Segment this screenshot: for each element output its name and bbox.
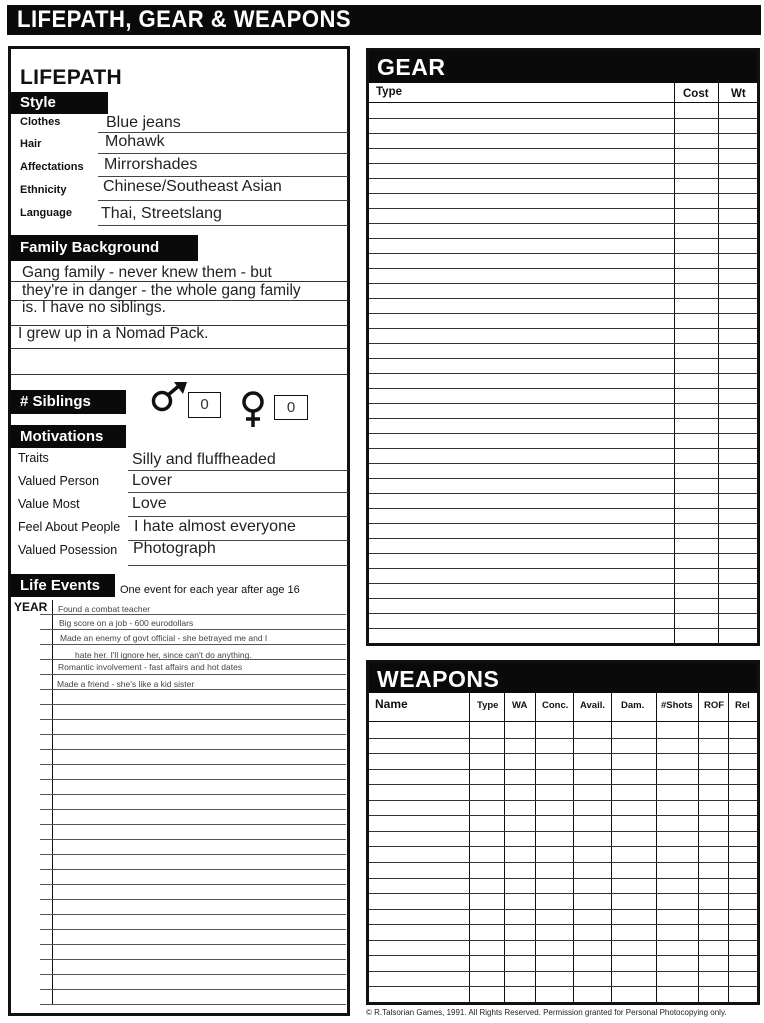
style-label-hair: Hair <box>20 138 42 150</box>
male-siblings-count[interactable]: 0 <box>188 392 221 418</box>
gear-row[interactable] <box>369 463 757 464</box>
gear-row[interactable] <box>369 373 757 374</box>
weapons-row[interactable] <box>369 769 757 770</box>
valued-posession-field[interactable]: Photograph <box>133 540 216 557</box>
life-event-line[interactable] <box>40 929 346 930</box>
weapons-row[interactable] <box>369 815 757 816</box>
value-most-field[interactable]: Love <box>132 495 167 512</box>
life-event-line[interactable] <box>40 689 346 690</box>
traits-field[interactable]: Silly and fluffheaded <box>132 451 276 468</box>
family-background-line[interactable]: they're in danger - the whole gang family <box>22 282 301 299</box>
motivation-label-traits: Traits <box>18 451 49 465</box>
traits-line <box>128 470 348 471</box>
weapons-row[interactable] <box>369 831 757 832</box>
life-event-entry[interactable]: Found a combat teacher <box>58 604 151 614</box>
life-event-line[interactable] <box>40 884 346 885</box>
gear-row[interactable] <box>369 538 757 539</box>
weapons-title-bar <box>369 663 757 693</box>
weapons-row[interactable] <box>369 846 757 847</box>
life-event-entry[interactable]: Big score on a job - 600 eurodollars <box>59 618 194 628</box>
weapons-row[interactable] <box>369 893 757 894</box>
gear-row[interactable] <box>369 568 757 569</box>
style-heading: Style <box>10 92 108 114</box>
hair-field[interactable]: Mohawk <box>105 133 165 150</box>
siblings-heading: # Siblings <box>10 390 126 414</box>
gear-row[interactable] <box>369 523 757 524</box>
weapons-col-divider <box>469 693 470 1003</box>
female-siblings-count[interactable]: 0 <box>274 395 308 420</box>
weapons-col-divider <box>535 693 536 1003</box>
family-background-line[interactable]: is. I have no siblings. <box>22 299 166 316</box>
weapons-col-divider <box>504 693 505 1003</box>
gear-title-bar <box>369 51 757 83</box>
weapons-col-divider <box>656 693 657 1003</box>
life-events-note: One event for each year after age 16 <box>120 584 300 596</box>
affectations-field[interactable]: Mirrorshades <box>104 156 198 173</box>
life-event-entry[interactable]: Romantic involvement - fast affairs and hot dates <box>58 662 243 672</box>
gear-row[interactable] <box>369 478 757 479</box>
life-event-line[interactable] <box>40 989 346 990</box>
weapons-row[interactable] <box>369 878 757 879</box>
motivation-label-value-most: Value Most <box>18 497 80 511</box>
gear-row[interactable] <box>369 118 757 119</box>
life-event-line[interactable] <box>40 704 346 705</box>
life-event-entry[interactable]: hate her. I'll ignore her, since can't do anything. <box>75 650 252 660</box>
family-line-divider <box>10 374 348 375</box>
gear-col-wt: Wt <box>731 88 746 100</box>
family-background-line[interactable]: I grew up in a Nomad Pack. <box>18 325 209 342</box>
weapons-col-wa: WA <box>512 700 528 711</box>
gear-row[interactable] <box>369 613 757 614</box>
gear-row[interactable] <box>369 403 757 404</box>
gear-row[interactable] <box>369 493 757 494</box>
gear-row[interactable] <box>369 358 757 359</box>
life-event-line[interactable] <box>40 779 346 780</box>
clothes-field[interactable]: Blue jeans <box>106 114 181 131</box>
weapons-row[interactable] <box>369 924 757 925</box>
life-event-line[interactable] <box>40 839 346 840</box>
life-event-line[interactable] <box>40 749 346 750</box>
life-event-line[interactable] <box>40 674 346 675</box>
life-event-line[interactable] <box>40 959 346 960</box>
year-column-label: YEAR <box>14 600 48 614</box>
gear-row[interactable] <box>369 508 757 509</box>
hair-line <box>98 153 348 154</box>
gear-row[interactable] <box>369 553 757 554</box>
gear-wt-divider <box>718 83 719 646</box>
weapons-col-rel: Rel <box>735 700 750 711</box>
style-label-ethnicity: Ethnicity <box>20 184 67 196</box>
life-event-line[interactable] <box>40 854 346 855</box>
life-event-entry[interactable]: Made an enemy of govt official - she betrayed me and I <box>60 633 268 643</box>
family-background-heading: Family Background <box>10 235 198 261</box>
life-event-line[interactable] <box>40 764 346 765</box>
gear-row[interactable] <box>369 268 757 269</box>
gear-row[interactable] <box>369 223 757 224</box>
female-symbol-icon <box>240 390 268 428</box>
gear-row[interactable] <box>369 163 757 164</box>
life-event-line[interactable] <box>40 914 346 915</box>
style-label-clothes: Clothes <box>20 116 61 128</box>
style-label-language: Language <box>20 207 72 219</box>
motivations-heading: Motivations <box>10 425 126 448</box>
affectations-line <box>98 176 348 177</box>
family-background-line[interactable]: Gang family - never knew them - but <box>22 264 272 281</box>
weapons-panel <box>366 660 760 1005</box>
gear-row[interactable] <box>369 598 757 599</box>
life-event-entry[interactable]: Made a friend - she's like a kid sister <box>57 679 195 689</box>
language-field[interactable]: Thai, Streetslang <box>101 205 222 222</box>
life-event-line[interactable] <box>40 629 346 630</box>
valued-posession-line <box>128 565 348 566</box>
weapons-col-avail: Avail. <box>580 700 605 711</box>
weapons-col-conc: Conc. <box>542 700 569 711</box>
weapons-row[interactable] <box>369 986 757 987</box>
gear-col-type: Type <box>376 86 402 98</box>
gear-row[interactable] <box>369 133 757 134</box>
gear-row[interactable] <box>369 253 757 254</box>
weapons-col-divider <box>728 693 729 1003</box>
weapons-row[interactable] <box>369 971 757 972</box>
gear-row[interactable] <box>369 448 757 449</box>
life-event-line[interactable] <box>40 899 346 900</box>
page-title: LIFEPATH, GEAR & WEAPONS <box>17 6 352 33</box>
gear-cost-divider <box>674 83 675 646</box>
life-events-heading: Life Events <box>10 574 115 597</box>
gear-row[interactable] <box>369 193 757 194</box>
valued-person-line <box>128 492 348 493</box>
life-event-line[interactable] <box>40 644 346 645</box>
gear-row[interactable] <box>369 343 757 344</box>
weapons-row[interactable] <box>369 738 757 739</box>
motivation-label-valued-posession: Valued Posession <box>18 543 118 557</box>
weapons-header-divider <box>369 721 757 722</box>
weapons-row[interactable] <box>369 753 757 754</box>
life-event-line[interactable] <box>40 974 346 975</box>
gear-row[interactable] <box>369 238 757 239</box>
gear-row[interactable] <box>369 433 757 434</box>
gear-row[interactable] <box>369 628 757 629</box>
language-line <box>98 225 348 226</box>
weapons-col-divider <box>573 693 574 1003</box>
gear-row[interactable] <box>369 283 757 284</box>
life-event-line[interactable] <box>40 809 346 810</box>
weapons-col-shots: #Shots <box>661 700 693 711</box>
weapons-heading: WEAPONS <box>377 666 500 692</box>
life-event-line[interactable] <box>40 824 346 825</box>
ethnicity-field[interactable]: Chinese/Southeast Asian <box>103 178 282 195</box>
weapons-col-divider <box>611 693 612 1003</box>
motivation-label-valued-person: Valued Person <box>18 474 100 488</box>
weapons-col-rof: ROF <box>704 700 725 711</box>
life-event-line[interactable] <box>40 944 346 945</box>
weapons-col-name: Name <box>375 697 408 711</box>
ethnicity-line <box>98 200 348 201</box>
weapons-col-divider <box>698 693 699 1003</box>
weapons-row[interactable] <box>369 862 757 863</box>
gear-row[interactable] <box>369 208 757 209</box>
life-event-line[interactable] <box>40 719 346 720</box>
life-event-line[interactable] <box>40 614 346 615</box>
gear-row[interactable] <box>369 328 757 329</box>
feel-about-people-field[interactable]: I hate almost everyone <box>134 518 296 535</box>
life-event-line[interactable] <box>40 869 346 870</box>
motivation-label-feel-about-people: Feel About People <box>18 520 121 534</box>
gear-header-divider <box>369 102 757 103</box>
value-most-line <box>128 516 348 517</box>
gear-row[interactable] <box>369 313 757 314</box>
gear-panel <box>366 48 760 646</box>
gear-heading: GEAR <box>377 54 446 80</box>
family-line-divider <box>10 348 348 349</box>
weapons-row[interactable] <box>369 784 757 785</box>
male-symbol-icon <box>150 382 188 412</box>
gear-row[interactable] <box>369 298 757 299</box>
valued-person-field[interactable]: Lover <box>132 472 173 489</box>
weapons-row[interactable] <box>369 955 757 956</box>
style-label-affectations: Affectations <box>20 161 84 173</box>
page-title-bar <box>7 5 761 35</box>
gear-row[interactable] <box>369 148 757 149</box>
lifepath-heading: LIFEPATH <box>20 66 122 89</box>
gear-row[interactable] <box>369 418 757 419</box>
weapons-row[interactable] <box>369 940 757 941</box>
life-event-line[interactable] <box>40 1004 346 1005</box>
life-event-line[interactable] <box>40 794 346 795</box>
gear-row[interactable] <box>369 388 757 389</box>
copyright-footer: © R.Talsorian Games, 1991. All Rights Reserved. Permission granted for Personal Photocopying only. <box>366 1008 727 1017</box>
life-event-line[interactable] <box>40 734 346 735</box>
weapons-row[interactable] <box>369 800 757 801</box>
weapons-col-dam: Dam. <box>621 700 645 711</box>
weapons-col-type: Type <box>477 700 499 711</box>
weapons-row[interactable] <box>369 909 757 910</box>
gear-row[interactable] <box>369 583 757 584</box>
gear-row[interactable] <box>369 178 757 179</box>
gear-col-cost: Cost <box>683 88 709 100</box>
